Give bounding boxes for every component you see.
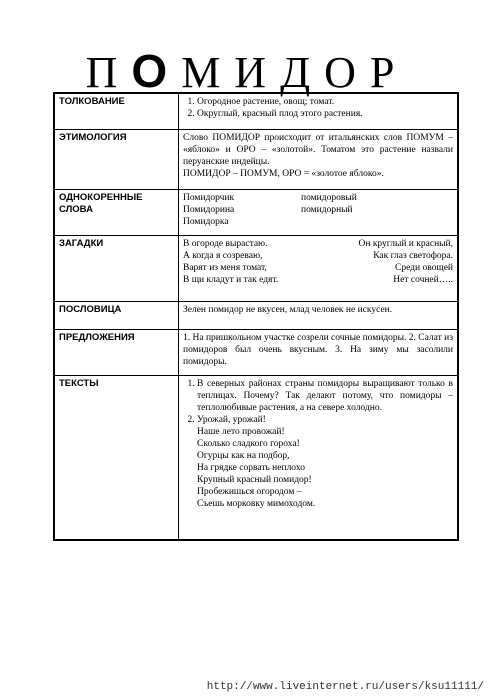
riddle1-line1: В огороде вырастаю. — [183, 239, 268, 249]
content-etimologiya — [179, 130, 459, 190]
row-zagadki — [54, 236, 458, 302]
poem-title: 2. Урожай, урожай! — [197, 415, 266, 425]
tolkovanie-item-2: 2. Округлый, красный плод этого растения. — [197, 108, 453, 120]
poem-line: Пробежишься огородом – — [197, 487, 302, 497]
riddle1-line2: А когда я созреваю, — [183, 251, 263, 261]
poem-line: Съешь морковку мимоходом. — [197, 499, 316, 509]
content-teksty — [179, 376, 459, 541]
source-url: http://www.liveinternet.ru/users/ksu11111/ — [206, 681, 484, 693]
content-poslovitsa: Зелен помидор не вкусен, млад человек не искусен. — [179, 302, 459, 330]
word-1a: Помидорчик — [183, 193, 235, 203]
row-tolkovanie — [54, 93, 458, 130]
teksty-item-2 — [197, 414, 453, 510]
content-predlozheniya: 1. На пришкольном участке созрели сочные помидоры. 2. Салат из помидоров был очень вкусным. 3. На зиму мы засолили помидоры. — [179, 330, 459, 376]
riddle2-line2: Как глаз светофора. — [373, 251, 453, 261]
etimologiya-text2: ПОМИДОР – ПОМУМ, ОРО = «золотое яблоко». — [183, 169, 384, 179]
label-poslovitsa: ПОСЛОВИЦА — [54, 302, 179, 330]
row-etimologiya — [54, 130, 458, 190]
riddle2-line4: Нет сочней….. — [393, 275, 453, 285]
content-zagadki — [179, 236, 459, 302]
teksty-item-1: 1. В северных районах страны помидоры выращивают только в теплицах. Почему? Так делают потому, что помидоры – теплолюбивые растения, а на севере холодно. — [197, 378, 453, 414]
label-predlozheniya: ПРЕДЛОЖЕНИЯ — [54, 330, 179, 376]
poem-line: На грядке сорвать неплохо — [197, 463, 305, 473]
word-1b: помидоровый — [301, 193, 357, 203]
riddle2-line1: Он круглый и красный, — [358, 239, 453, 249]
title-part2: МИДОР — [181, 48, 409, 97]
riddle1-line3: Варят из меня томат, — [183, 263, 267, 273]
content-odnokorennye — [179, 190, 459, 236]
row-teksty — [54, 376, 458, 541]
poem-line: Сколько сладкого гороха! — [197, 439, 300, 449]
poem — [197, 426, 453, 510]
riddle1-line4: В щи кладут и так едят. — [183, 275, 279, 285]
riddle2-line3: Среди овощей — [394, 263, 453, 273]
label-etimologiya: ЭТИМОЛОГИЯ — [54, 130, 179, 190]
row-odnokorennye — [54, 190, 458, 236]
title-o: О — [131, 45, 182, 97]
tolkovanie-item-1: 1. Огородное растение, овощ; томат. — [197, 96, 453, 108]
label-zagadki: ЗАГАДКИ — [54, 236, 179, 302]
poem-line: Наше лето провожай! — [197, 427, 285, 437]
label-teksty: ТЕКСТЫ — [54, 376, 179, 541]
label-odnokorennye: ОДНОКОРЕННЫЕ СЛОВА — [54, 190, 179, 236]
word-2a: Помидорина — [183, 205, 235, 215]
word-3a: Помидорка — [183, 217, 229, 227]
word-2b: помидорный — [301, 205, 353, 215]
poem-line: Огурцы как на подбор, — [197, 451, 290, 461]
row-poslovitsa — [54, 302, 458, 330]
poem-line: Крупный красный помидор! — [197, 475, 312, 485]
content-tolkovanie — [179, 93, 459, 130]
row-predlozheniya — [54, 330, 458, 376]
page-title — [0, 46, 494, 98]
label-tolkovanie: ТОЛКОВАНИЕ — [54, 93, 179, 130]
title-part1: П — [85, 48, 132, 97]
etimologiya-text: Слово ПОМИДОР происходит от итальянских слов ПОМУМ – «яблоко» и ОРО – «золотой». Томатом это растение назвали перуанские индейцы. — [183, 133, 453, 167]
word-table — [53, 92, 459, 541]
